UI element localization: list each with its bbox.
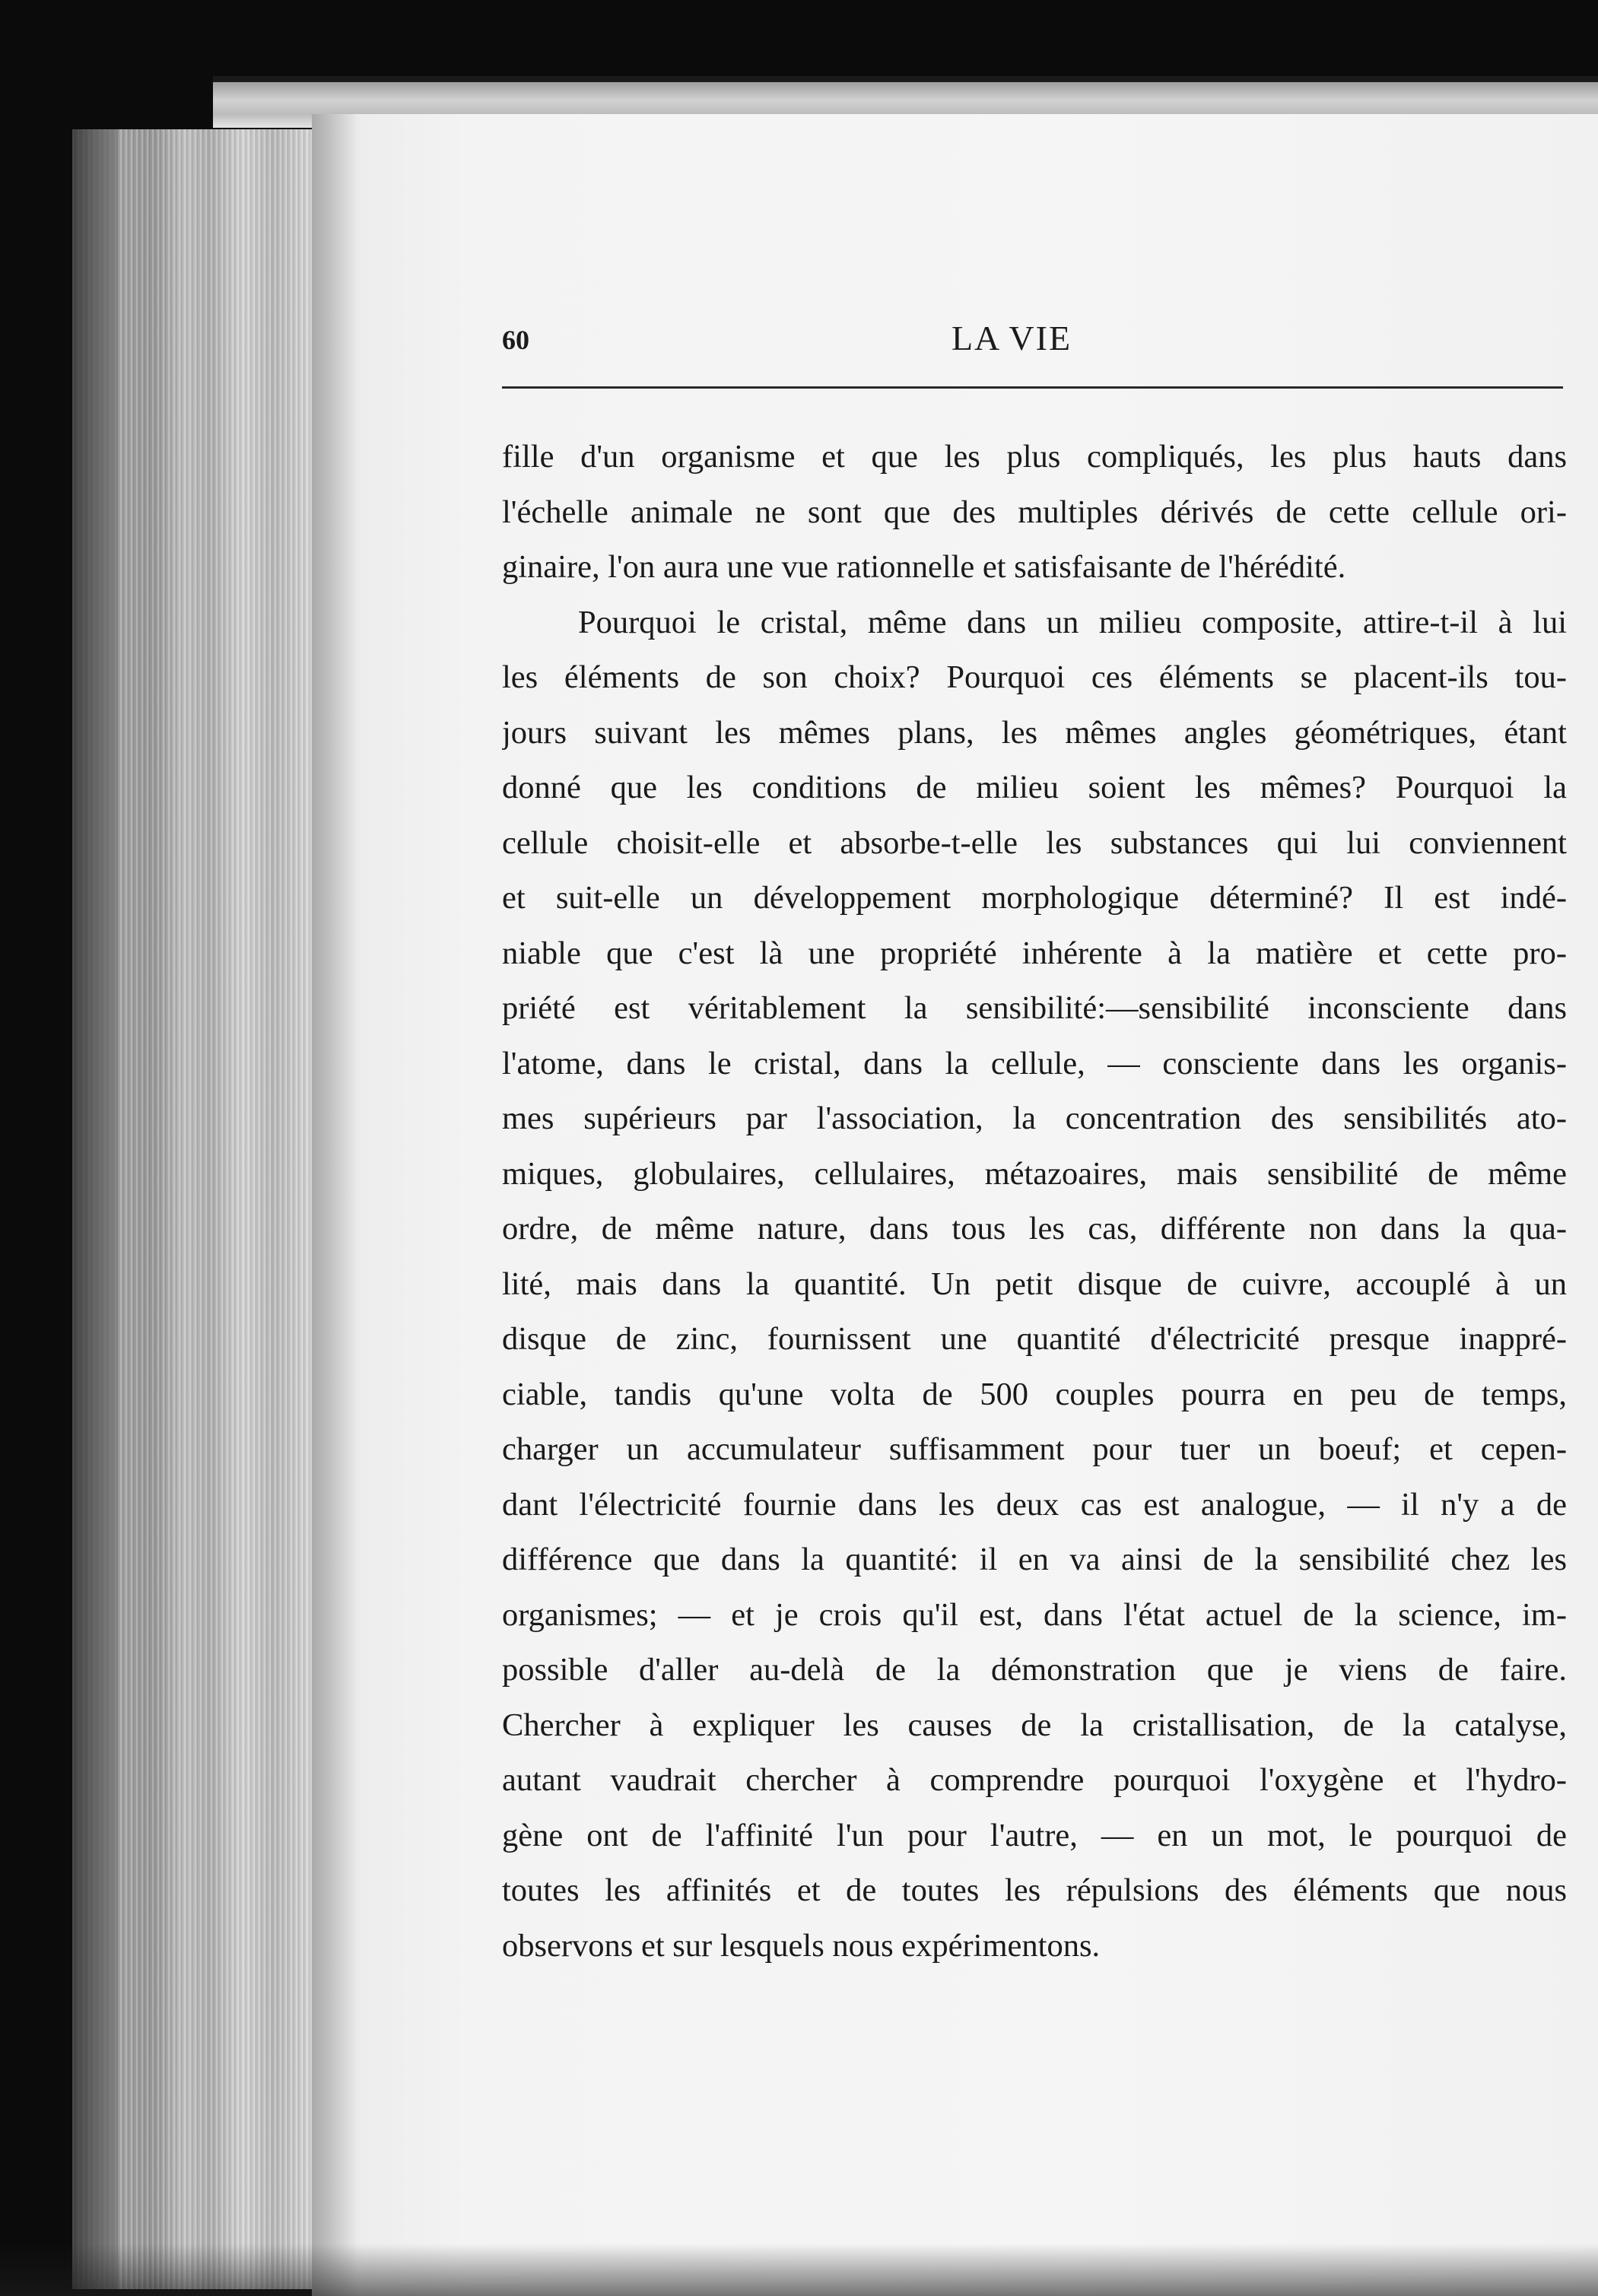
book-cover-edge <box>72 129 118 2289</box>
paragraph-1 <box>502 430 1567 595</box>
bottom-shadow <box>0 2244 1598 2296</box>
text-line: organismes; — et je crois qu'il est, dans l'état actuel de la science, im- <box>502 1596 1567 1633</box>
text-line: autant vaudrait chercher à comprendre pourquoi l'oxygène et l'hydro- <box>502 1762 1567 1798</box>
text-line: Pourquoi le cristal, même dans un milieu composite, attire-t-il à lui <box>578 604 1567 640</box>
text-line: les éléments de son choix? Pourquoi ces éléments se placent-ils tou- <box>502 659 1567 695</box>
text-line: disque de zinc, fournissent une quantité d'électricité presque inappré- <box>502 1321 1567 1357</box>
body-text <box>502 430 1567 1974</box>
text-line: toutes les affinités et de toutes les répulsions des éléments que nous <box>502 1872 1567 1908</box>
text-line: jours suivant les mêmes plans, les mêmes angles géométriques, étant <box>502 714 1567 751</box>
text-line: miques, globulaires, cellulaires, métazoaires, mais sensibilité de même <box>502 1155 1567 1192</box>
text-line: l'échelle animale ne sont que des multiples dérivés de cette cellule ori- <box>502 494 1567 530</box>
header-rule <box>502 386 1563 389</box>
page-header-title: LA VIE <box>951 319 1072 357</box>
text-line: dant l'électricité fournie dans les deux cas est analogue, — il n'y a de <box>502 1486 1567 1523</box>
text-line: donné que les conditions de milieu soient les mêmes? Pourquoi la <box>502 770 1567 805</box>
text-line: ciable, tandis qu'une volta de 500 couples pourra en peu de temps, <box>502 1376 1567 1412</box>
page-number: 60 <box>502 325 529 355</box>
text-line: priété est véritablement la sensibilité:—sensibilité inconsciente dans <box>502 990 1567 1026</box>
text-line: ginaire, l'on aura une vue rationnelle et satisfaisante de l'hérédité. <box>502 549 1346 585</box>
text-line: niable que c'est là une propriété inhérente à la matière et cette pro- <box>502 935 1567 971</box>
running-head <box>502 318 1567 371</box>
text-line: l'atome, dans le cristal, dans la cellule, — consciente dans les organis- <box>502 1045 1567 1081</box>
text-line: observons et sur lesquels nous expérimentons. <box>502 1927 1101 1964</box>
text-line: mes supérieurs par l'association, la concentration des sensibilités ato- <box>502 1100 1567 1136</box>
text-line: gène ont de l'affinité l'un pour l'autre, — en un mot, le pourquoi de <box>502 1817 1567 1853</box>
text-line: et suit-elle un développement morphologique déterminé? Il est indé- <box>502 880 1567 916</box>
text-line: possible d'aller au-delà de la démonstration que je viens de faire. <box>502 1652 1567 1688</box>
gutter-shadow <box>312 114 357 2296</box>
text-line: différence que dans la quantité: il en va ainsi de la sensibilité chez les <box>502 1542 1567 1577</box>
text-line: cellule choisit-elle et absorbe-t-elle les substances qui lui conviennent <box>502 824 1567 861</box>
paragraph-2 <box>502 595 1567 1974</box>
text-line: fille d'un organisme et que les plus compliqués, les plus hauts dans <box>502 439 1567 475</box>
text-line: ordre, de même nature, dans tous les cas, différente non dans la qua- <box>502 1211 1567 1246</box>
text-line: lité, mais dans la quantité. Un petit disque de cuivre, accouplé à un <box>502 1265 1567 1302</box>
text-line: charger un accumulateur suffisamment pour tuer un boeuf; et cepen- <box>502 1431 1567 1467</box>
text-line: Chercher à expliquer les causes de la cristallisation, de la catalyse, <box>502 1707 1567 1743</box>
